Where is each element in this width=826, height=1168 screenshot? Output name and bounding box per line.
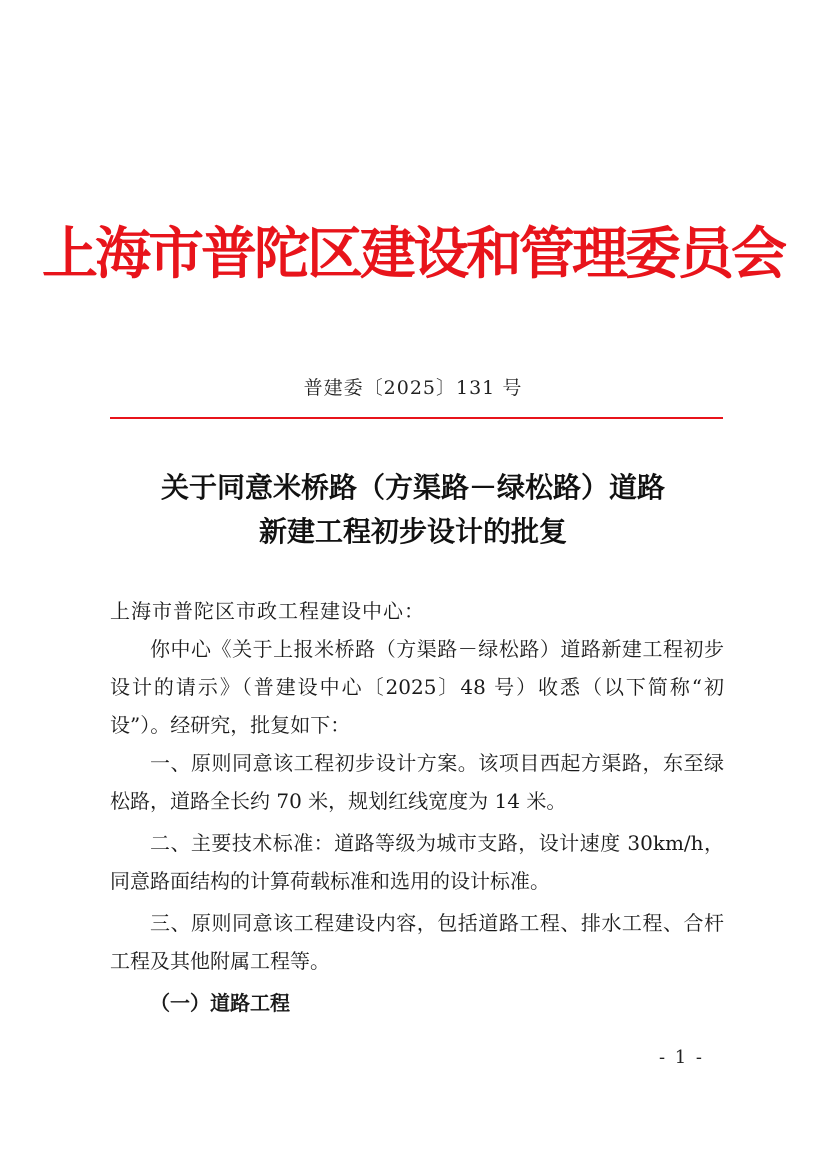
recipient-line: 上海市普陀区市政工程建设中心： bbox=[110, 599, 425, 623]
red-divider-line bbox=[110, 417, 723, 419]
item-3-paragraph: 三、原则同意该工程建设内容，包括道路工程、排水工程、合杆工程及其他附属工程等。 bbox=[110, 911, 724, 973]
item-1-paragraph: 一、原则同意该工程初步设计方案。该项目西起方渠路，东至绿松路，道路全长约 70 米，规划红线宽度为 14 米。 bbox=[110, 751, 724, 813]
document-body bbox=[110, 592, 724, 1022]
document-title-line-1: 关于同意米桥路（方渠路－绿松路）道路 bbox=[160, 471, 665, 504]
document-title-line-2: 新建工程初步设计的批复 bbox=[258, 515, 567, 548]
issuer-masthead: 上海市普陀区建设和管理委员会 bbox=[42, 221, 784, 287]
intro-paragraph: 你中心《关于上报米桥路（方渠路－绿松路）道路新建工程初步设计的请示》（普建设中心〔2025〕48 号）收悉（以下简称“初设”）。经研究，批复如下： bbox=[110, 637, 724, 737]
document-title bbox=[0, 466, 826, 554]
section-heading-road-works: （一）道路工程 bbox=[150, 991, 290, 1015]
item-2-paragraph: 二、主要技术标准：道路等级为城市支路，设计速度 30km/h，同意路面结构的计算荷载标准和选用的设计标准。 bbox=[110, 831, 724, 893]
page-number: - 1 - bbox=[658, 1047, 704, 1068]
document-number: 普建委〔2025〕131 号 bbox=[303, 377, 523, 399]
